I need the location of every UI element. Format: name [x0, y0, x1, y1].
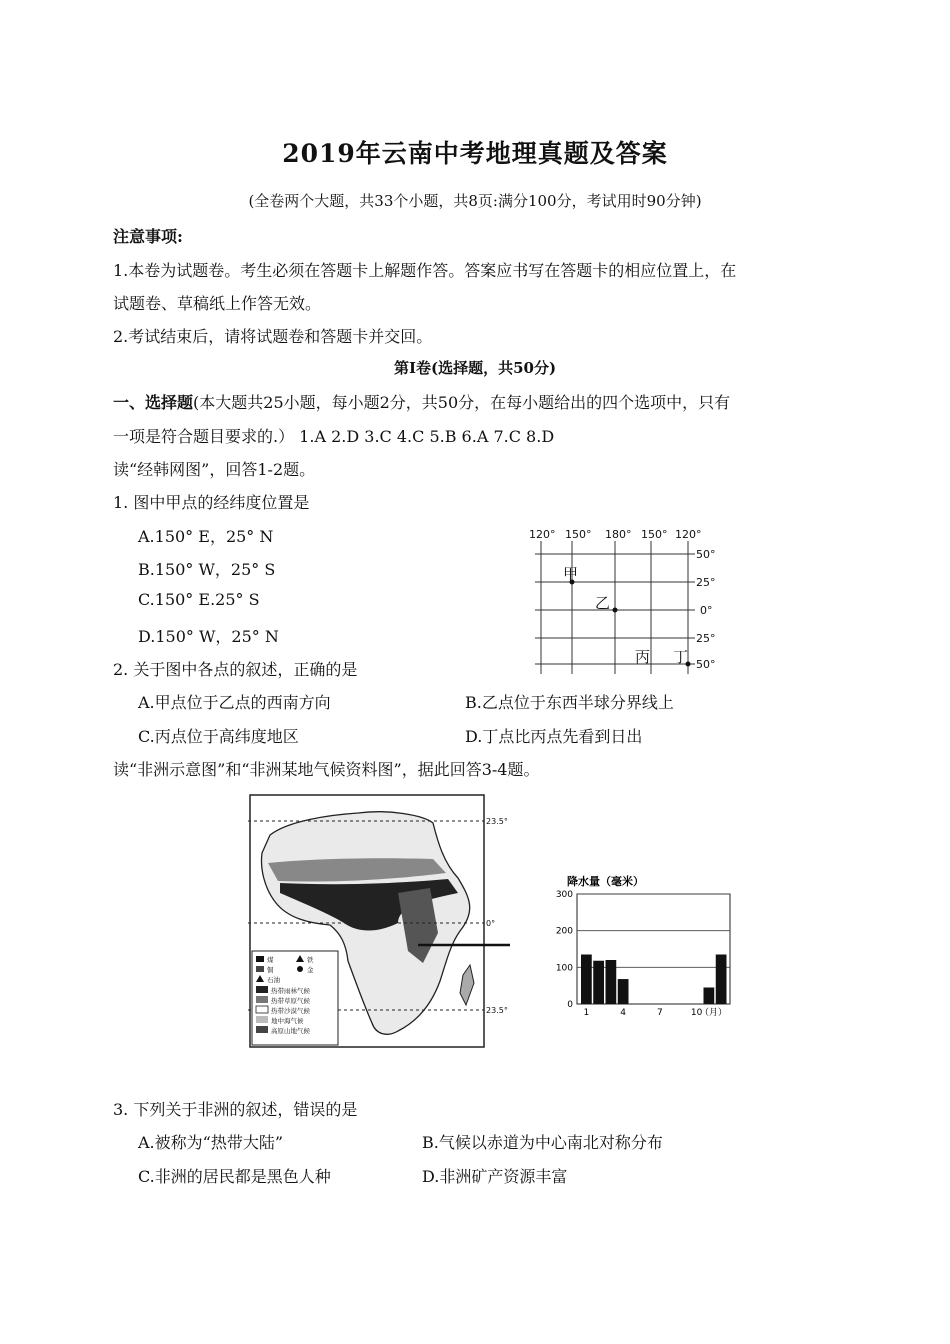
legend-desert: 热带沙漠气候: [271, 1007, 310, 1015]
part-desc: (本大题共25小题，每小题2分，共50分，在每小题给出的四个选项中，只有: [193, 393, 731, 412]
chart-ytick-label: 0: [567, 1000, 573, 1010]
map-lat-label: 23.5°: [486, 817, 508, 826]
chart-xtick-label: 4: [620, 1008, 626, 1018]
q2-option-c: C.丙点位于高纬度地区: [138, 727, 299, 746]
section-heading: 第I卷(选择题，共50分): [393, 359, 557, 377]
chart-bar: [704, 988, 715, 1005]
lat-label: 50°: [696, 658, 716, 671]
legend-highland: 高原山地气候: [271, 1027, 310, 1035]
lat-label: 25°: [696, 576, 716, 589]
q3-option-d: D.非洲矿产资源丰富: [422, 1167, 568, 1186]
reading-1: 读“经韩网图”，回答1-2题。: [113, 460, 316, 479]
lon-label: 120°: [529, 528, 556, 541]
notice-line-1: 1.本卷为试题卷。考生必须在答题卡上解题作答。答案应书写在答题卡的相应位置上，在: [113, 261, 737, 280]
lat-label: 50°: [696, 548, 716, 561]
notice-line-2: 试题卷、草稿纸上作答无效。: [113, 294, 322, 313]
point-bing-label: 丙: [635, 648, 651, 666]
chart-ylabel: 降水量（毫米）: [567, 875, 644, 888]
q3-stem: 3. 下列关于非洲的叙述，错误的是: [113, 1100, 358, 1119]
chart-ytick-label: 200: [555, 926, 573, 937]
legend-rainforest: 热带雨林气候: [271, 987, 310, 995]
africa-map-figure: [248, 793, 510, 1053]
chart-ytick-label: 300: [555, 890, 573, 900]
q3-option-b: B.气候以赤道为中心南北对称分布: [422, 1133, 663, 1152]
legend-iron: 铁: [307, 956, 314, 964]
lat-lon-grid-figure: [525, 526, 735, 686]
chart-xtick-label: 10: [690, 1008, 703, 1018]
chart-bar: [581, 955, 592, 1005]
chart-xtick-label: 1: [583, 1008, 590, 1018]
part-desc-2: 一项是符合题目要求的.） 1.A 2.D 3.C 4.C 5.B 6.A 7.C 8.D: [113, 427, 555, 446]
lat-label: 25°: [696, 632, 716, 645]
climate-chart: [545, 872, 745, 1022]
q1-option-b: B.150° W，25° S: [138, 560, 276, 579]
legend-coal: 煤: [267, 956, 274, 964]
chart-xtick-label: 7: [657, 1008, 663, 1018]
q1-option-c: C.150° E.25° S: [138, 590, 260, 609]
notice-line-3: 2.考试结束后，请将试题卷和答题卡并交回。: [113, 327, 433, 346]
q2-option-d: D.丁点比丙点先看到日出: [465, 727, 643, 746]
legend-oil: 石油: [267, 976, 280, 984]
point-jia-label: 甲: [563, 565, 579, 583]
q2-stem: 2. 关于图中各点的叙述，正确的是: [113, 660, 358, 679]
point-yi-marker: [613, 608, 618, 613]
q1-option-a: A.150° E，25° N: [138, 527, 274, 546]
page-title: 2019年云南中考地理真题及答案: [282, 139, 668, 168]
legend-savanna: 热带草原气候: [271, 997, 310, 1005]
chart-ytick-label: 100: [555, 963, 573, 974]
lon-label: 150°: [565, 528, 592, 541]
legend-copper: 铜: [267, 966, 274, 974]
map-lat-label: 0°: [486, 919, 496, 928]
chart-bar: [716, 955, 727, 1005]
point-ding-label: 丁: [673, 648, 689, 666]
lat-label: 0°: [700, 604, 713, 617]
q3-option-a: A.被称为“热带大陆”: [138, 1133, 284, 1152]
q3-option-c: C.非洲的居民都是黑色人种: [138, 1167, 331, 1186]
point-yi-label: 乙: [595, 594, 611, 612]
part-intro: [113, 390, 730, 413]
legend-mediterranean: 地中海气候: [271, 1017, 304, 1025]
chart-bar: [618, 979, 629, 1004]
q2-option-a: A.甲点位于乙点的西南方向: [138, 693, 331, 712]
chart-bar: [606, 960, 617, 1004]
q2-option-b: B.乙点位于东西半球分界线上: [465, 693, 674, 712]
map-lat-label: 23.5°: [486, 1006, 508, 1015]
lon-label: 180°: [605, 528, 632, 541]
exam-subtitle: (全卷两个大题，共33个小题，共8页:满分100分，考试用时90分钟): [248, 192, 702, 210]
reading-2: 读“非洲示意图”和“非洲某地气候资料图”，据此回答3-4题。: [113, 760, 540, 779]
notice-heading: 注意事项:: [113, 227, 183, 246]
q1-stem: 1. 图中甲点的经纬度位置是: [113, 493, 310, 512]
chart-xlabel: （月）: [700, 1008, 728, 1018]
q1-option-d: D.150° W，25° N: [138, 627, 279, 646]
legend-gold: 金: [307, 966, 314, 974]
chart-bar: [593, 961, 604, 1004]
lon-label: 150°: [641, 528, 668, 541]
lon-label: 120°: [675, 528, 702, 541]
part-label: 一、选择题: [113, 393, 194, 412]
